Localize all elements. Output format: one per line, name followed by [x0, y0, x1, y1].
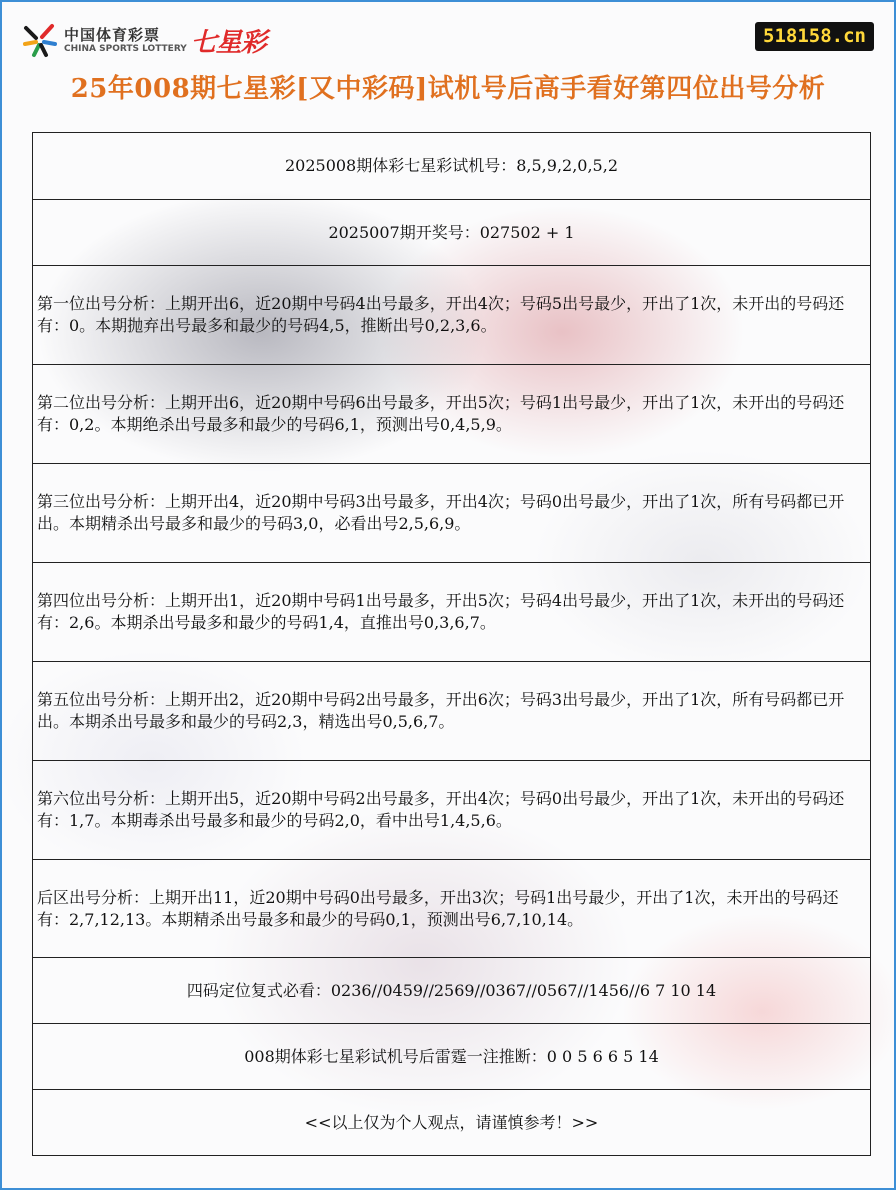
single-bet-row: 008期体彩七星彩试机号后雷霆一注推断：0 0 5 6 6 5 14: [33, 1023, 870, 1089]
position-6-text: 第六位出号分析：上期开出5，近20期中号码2出号最多，开出4次；号码0出号最少，开出了1次，未开出的号码还有：1,7。本期毒杀出号最多和最少的号码2,0，看中出号1,4,5,6。: [37, 789, 845, 830]
china-sports-lottery-logo: [22, 20, 266, 60]
position-3-analysis: [33, 463, 870, 562]
position-1-text: 第一位出号分析：上期开出6，近20期中号码4出号最多，开出4次；号码5出号最少，开出了1次，未开出的号码还有：0。本期抛弃出号最多和最少的号码4,5，推断出号0,2,3,6。: [37, 294, 845, 335]
page-title: 25年008期七星彩[又中彩码]试机号后高手看好第四位出号分析: [70, 74, 826, 104]
position-3-text: 第三位出号分析：上期开出4，近20期中号码3出号最多，开出4次；号码0出号最少，开出了1次，所有号码都已开出。本期精杀出号最多和最少的号码3,0，必看出号2,5,6,9。: [37, 492, 845, 533]
position-6-analysis: [33, 760, 870, 859]
position-2-analysis: [33, 364, 870, 463]
position-2-text: 第二位出号分析：上期开出6，近20期中号码6出号最多，开出5次；号码1出号最少，开出了1次，未开出的号码还有：0,2。本期绝杀出号最多和最少的号码6,1，预测出号0,4,5,9。: [37, 393, 845, 434]
site-badge[interactable]: 518158.cn: [755, 22, 874, 51]
logo-brand-text: 七星彩: [190, 27, 266, 58]
disclaimer-row: <<以上仅为个人观点，请谨慎参考！>>: [33, 1089, 870, 1155]
lottery-star-icon: [22, 22, 58, 58]
four-code-row: 四码定位复式必看：0236//0459//2569//0367//0567//1456//6 7 10 14: [33, 957, 870, 1023]
position-1-analysis: [33, 265, 870, 364]
position-4-analysis: [33, 562, 870, 661]
logo-english-text: CHINA SPORTS LOTTERY: [64, 43, 187, 54]
position-5-analysis: [33, 661, 870, 760]
back-zone-analysis: [33, 859, 870, 957]
position-4-text: 第四位出号分析：上期开出1，近20期中号码1出号最多，开出5次；号码4出号最少，开出了1次，未开出的号码还有：2,6。本期杀出号最多和最少的号码1,4，直推出号0,3,6,7。: [37, 591, 845, 632]
position-5-text: 第五位出号分析：上期开出2，近20期中号码2出号最多，开出6次；号码3出号最少，开出了1次，所有号码都已开出。本期杀出号最多和最少的号码2,3，精选出号0,5,6,7。: [37, 690, 845, 731]
trial-number-row: 2025008期体彩七星彩试机号：8,5,9,2,0,5,2: [284, 156, 619, 175]
back-zone-text: 后区出号分析：上期开出11，近20期中号码0出号最多，开出3次；号码1出号最少，开出了1次，未开出的号码还有：2,7,12,13。本期精杀出号最多和最少的号码0,1，预测出号6,7,10,14。: [37, 887, 839, 929]
last-draw-row: 2025007期开奖号：027502 + 1: [33, 199, 870, 265]
analysis-table: [32, 132, 871, 1156]
logo-chinese-text: 中国体育彩票: [64, 25, 161, 44]
